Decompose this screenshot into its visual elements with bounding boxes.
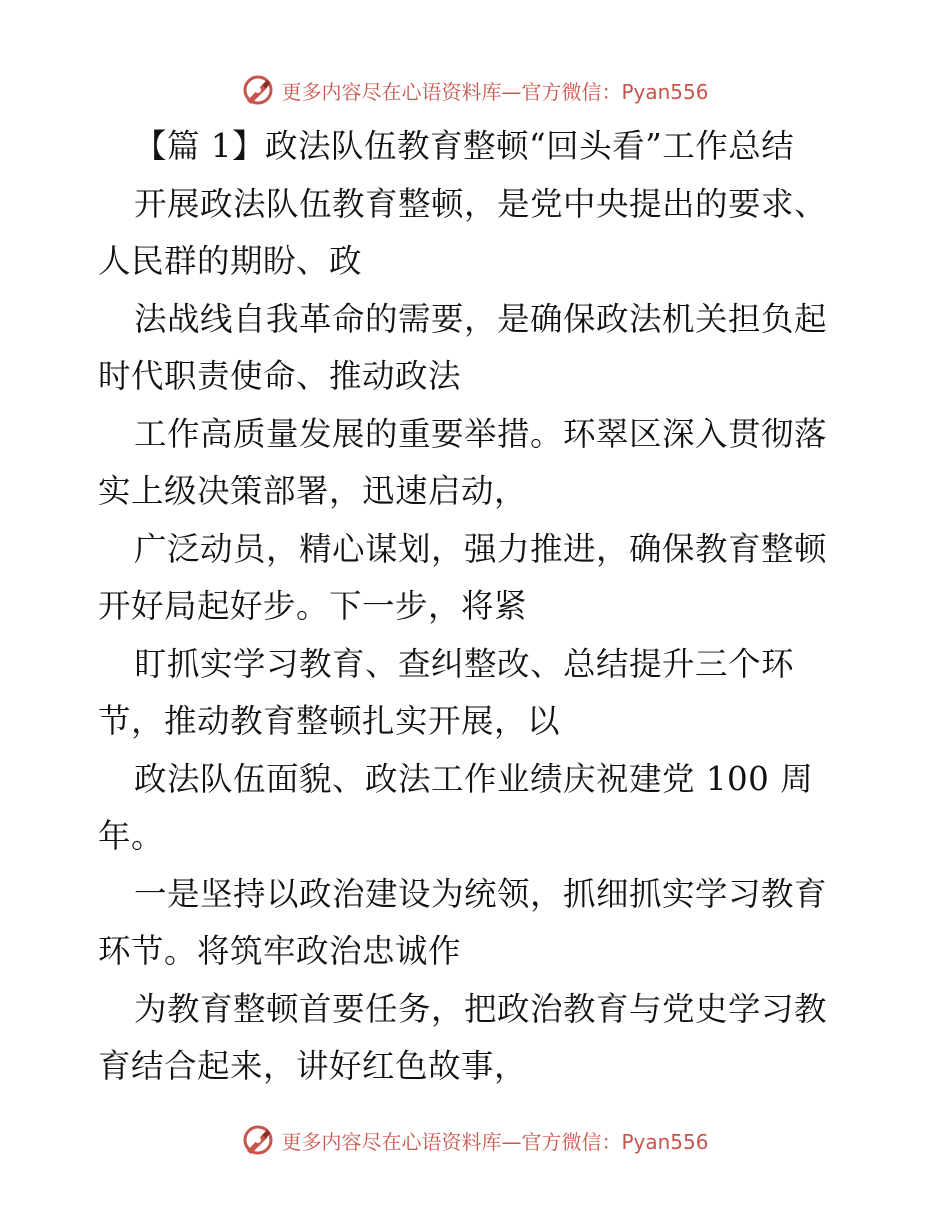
paragraph-line: 时代职责使命、推动政法 — [98, 357, 462, 395]
pen-circle-logo-icon — [241, 1123, 275, 1157]
paragraph-line: 广泛动员，精心谋划，强力推进，确保教育整顿 — [134, 529, 828, 568]
paragraph-line: 盯抓实学习教育、查纠整改、总结提升三个环 — [134, 644, 795, 683]
footer-watermark-text: 更多内容尽在心语资料库—官方微信：Pyan556 — [281, 1129, 709, 1154]
paragraph-line: 节，推动教育整顿扎实开展，以 — [98, 702, 561, 740]
paragraph-line: 为教育整顿首要任务，把政治教育与党史学习教 — [134, 989, 828, 1028]
paragraph-line: 人民群的期盼、政 — [98, 242, 363, 280]
paragraph-line: 开展政法队伍教育整顿，是党中央提出的要求、 — [134, 184, 828, 223]
header-watermark-text: 更多内容尽在心语资料库—官方微信：Pyan556 — [281, 79, 709, 104]
document-body — [98, 118, 858, 1096]
paragraph-line: 育结合起来，讲好红色故事， — [98, 1047, 528, 1085]
paragraph-line: 年。 — [98, 817, 165, 855]
header-watermark-banner — [0, 70, 950, 110]
document-title-line: 【篇 1】政法队伍教育整顿“回头看”工作总结 — [134, 127, 795, 165]
footer-watermark-banner — [0, 1120, 950, 1160]
paragraph-line: 开好局起好步。下一步，将紧 — [98, 587, 528, 625]
paragraph-line: 工作高质量发展的重要举措。环翠区深入贯彻落 — [134, 414, 828, 453]
pen-circle-logo-icon — [241, 73, 275, 107]
paragraph-line: 法战线自我革命的需要，是确保政法机关担负起 — [134, 299, 828, 338]
paragraph-line: 一是坚持以政治建设为统领，抓细抓实学习教育 — [134, 874, 828, 913]
paragraph-line: 实上级决策部署，迅速启动， — [98, 472, 528, 510]
paragraph-line: 环节。将筑牢政治忠诚作 — [98, 932, 462, 970]
paragraph-line: 政法队伍面貌、政法工作业绩庆祝建党 100 周 — [134, 759, 814, 798]
